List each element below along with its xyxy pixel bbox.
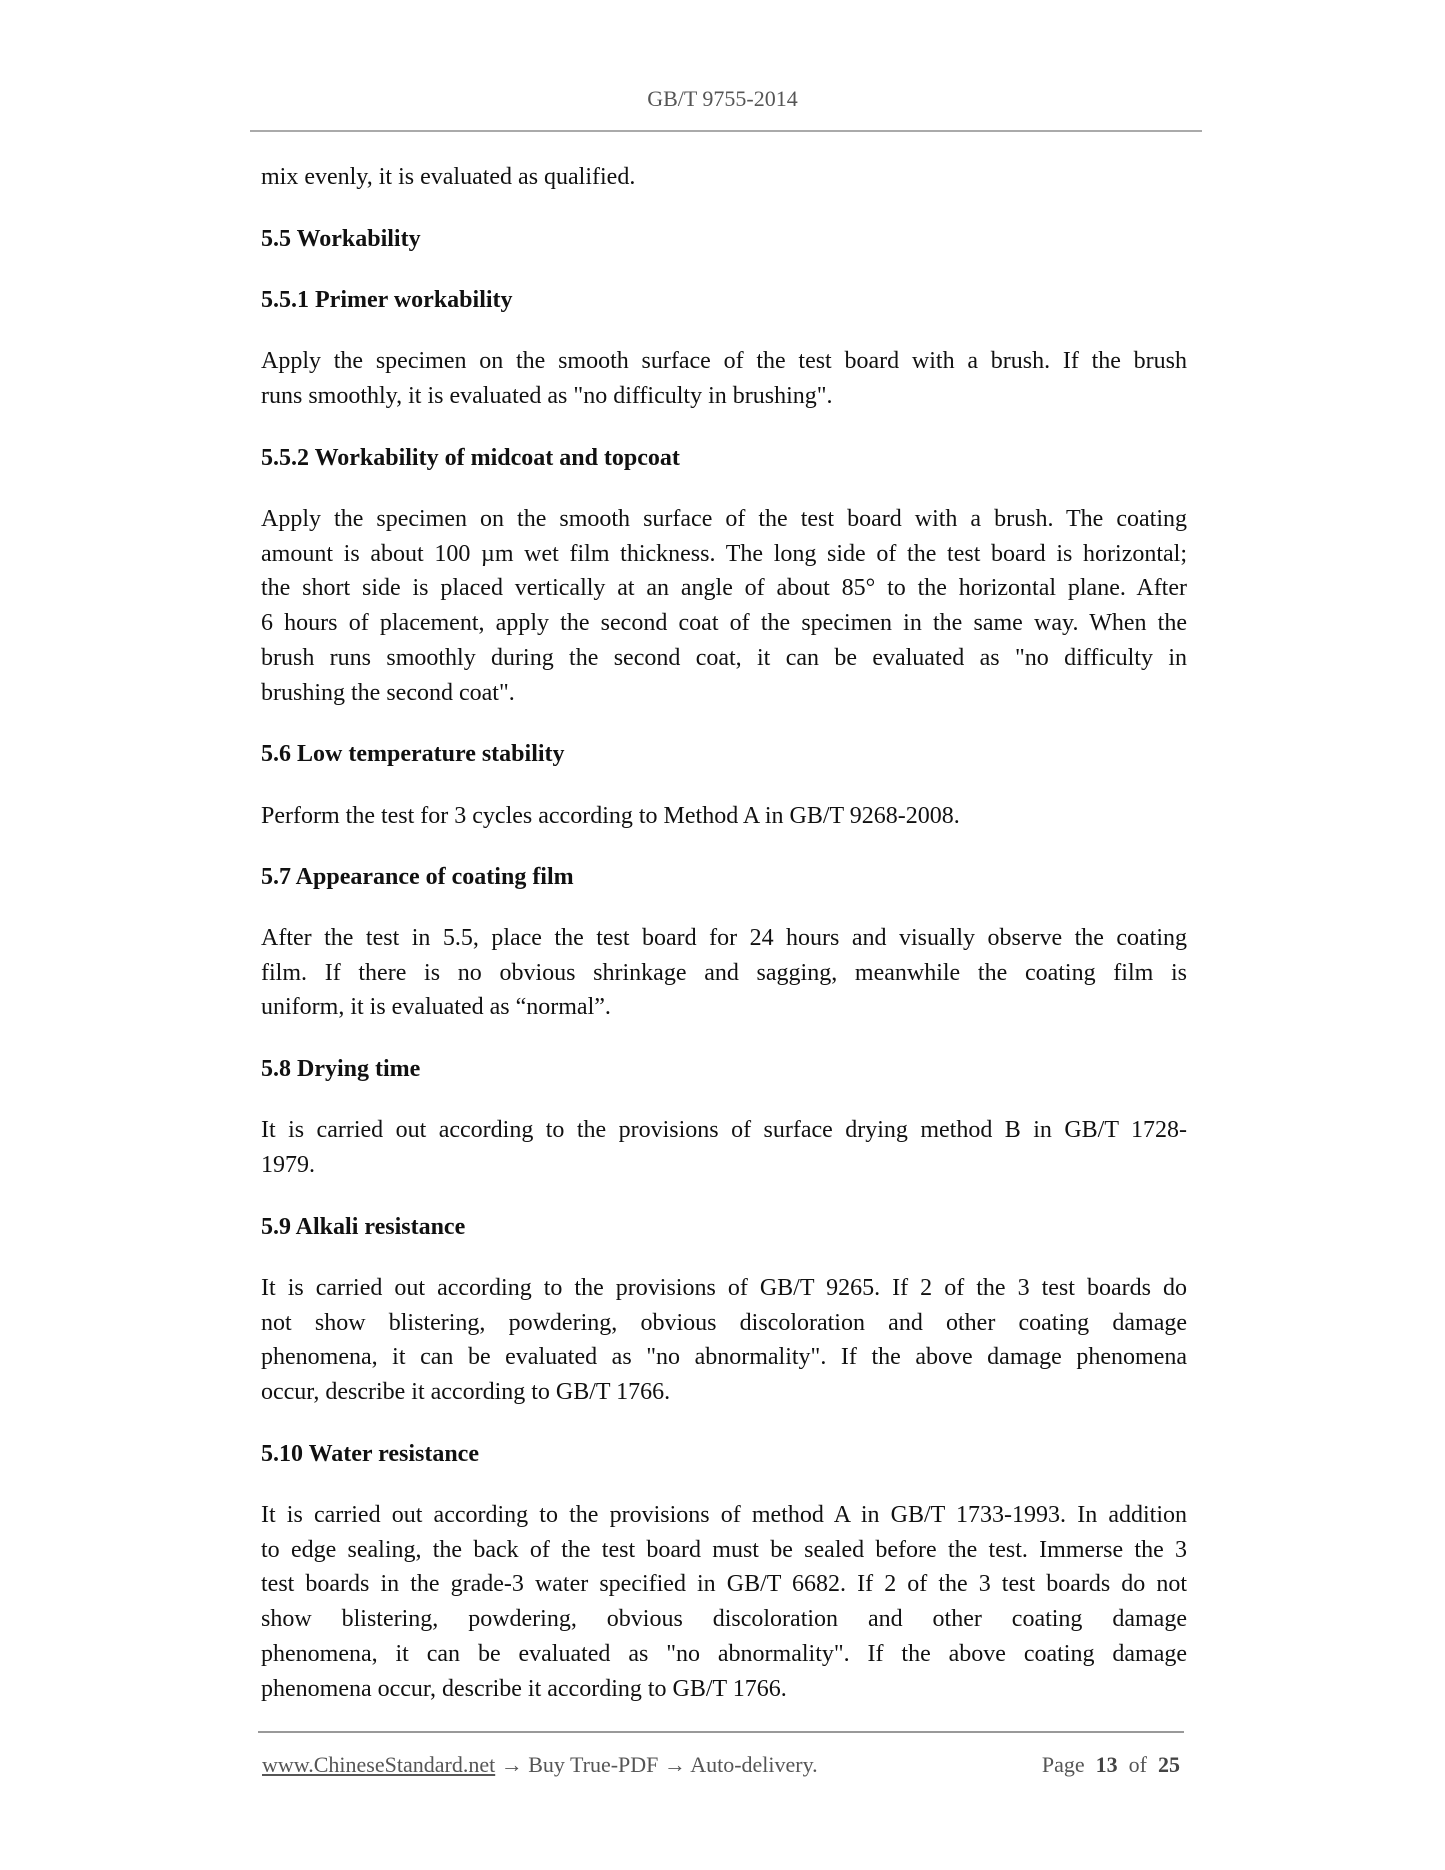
text-line: It is carried out according to the provisions of GB/T 9265. If 2 of the 3 test boards do <box>261 1275 1187 1301</box>
paragraph-5-8 <box>261 1113 1187 1182</box>
page-footer <box>262 1752 1180 1778</box>
page-number: Page 13 of 25 <box>1041 1752 1180 1777</box>
total-pages: 25 <box>1158 1752 1180 1777</box>
heading-5-9: 5.9 Alkali resistance <box>261 1214 466 1240</box>
text-line: test boards in the grade-3 water specified in GB/T 6682. If 2 of the 3 test boards do not <box>261 1571 1187 1598</box>
footer-promo <box>262 1752 818 1778</box>
text-line: After the test in 5.5, place the test board for 24 hours and visually observe the coating <box>261 925 1187 951</box>
paragraph-5-9 <box>261 1271 1187 1410</box>
text-line: uniform, it is evaluated as “normal”. <box>261 994 611 1021</box>
text-line: mix evenly, it is evaluated as qualified. <box>261 164 636 190</box>
text-line: runs smoothly, it is evaluated as "no difficulty in brushing". <box>261 382 833 409</box>
paragraph-5-6 <box>261 799 1187 834</box>
current-page: 13 <box>1095 1752 1118 1777</box>
text-line: It is carried out according to the provisions of method A in GB/T 1733-1993. In addition <box>261 1502 1187 1528</box>
text-line: phenomena occur, describe it according to GB/T 1766. <box>261 1675 787 1702</box>
document-header: GB/T 9755-2014 <box>647 86 798 111</box>
heading-5-5-1: 5.5.1 Primer workability <box>261 287 513 313</box>
footer-tagline: → Buy True-PDF → Auto-delivery. <box>495 1752 818 1777</box>
text-line: It is carried out according to the provisions of surface drying method B in GB/T 1728- <box>261 1117 1187 1143</box>
footer-divider <box>258 1731 1184 1733</box>
text-line: not show blistering, powdering, obvious discoloration and other coating damage <box>261 1309 1187 1336</box>
heading-5-7: 5.7 Appearance of coating film <box>261 864 574 890</box>
text-line: phenomena, it can be evaluated as "no abnormality". If the above damage phenomena <box>261 1344 1187 1371</box>
heading-5-6: 5.6 Low temperature stability <box>261 741 565 767</box>
paragraph-5-5-1 <box>261 344 1187 413</box>
text-line: occur, describe it according to GB/T 1766. <box>261 1379 671 1406</box>
paragraph-5-10 <box>261 1498 1187 1706</box>
heading-5-8: 5.8 Drying time <box>261 1056 421 1082</box>
paragraph-5-7 <box>261 921 1187 1025</box>
text-line: 1979. <box>261 1151 315 1178</box>
text-line: the short side is placed vertically at an angle of about 85° to the horizontal plane. After <box>261 575 1187 602</box>
website-link[interactable]: www.ChineseStandard.net <box>262 1752 496 1777</box>
text-line: 6 hours of placement, apply the second coat of the specimen in the same way. When the <box>261 610 1187 637</box>
text-line: Perform the test for 3 cycles according to Method A in GB/T 9268-2008. <box>261 803 960 829</box>
text-line: phenomena, it can be evaluated as "no abnormality". If the above coating damage <box>261 1640 1187 1667</box>
heading-5-5: 5.5 Workability <box>261 226 421 252</box>
heading-5-5-2: 5.5.2 Workability of midcoat and topcoat <box>261 445 680 471</box>
text-line: Apply the specimen on the smooth surface of the test board with a brush. The coating <box>261 506 1187 532</box>
text-line: brush runs smoothly during the second coat, it can be evaluated as "no difficulty in <box>261 644 1187 671</box>
text-line: show blistering, powdering, obvious discoloration and other coating damage <box>261 1606 1187 1633</box>
text-line: to edge sealing, the back of the test board must be sealed before the test. Immerse the 3 <box>261 1536 1187 1563</box>
header-divider <box>250 130 1202 132</box>
text-line: brushing the second coat". <box>261 679 515 706</box>
paragraph-5-5-2 <box>261 502 1187 710</box>
text-line: Apply the specimen on the smooth surface of the test board with a brush. If the brush <box>261 348 1187 374</box>
paragraph-continued <box>261 160 1187 195</box>
heading-5-10: 5.10 Water resistance <box>261 1441 479 1467</box>
text-line: film. If there is no obvious shrinkage and sagging, meanwhile the coating film is <box>261 959 1187 986</box>
text-line: amount is about 100 µm wet film thickness. The long side of the test board is horizontal; <box>261 540 1187 567</box>
